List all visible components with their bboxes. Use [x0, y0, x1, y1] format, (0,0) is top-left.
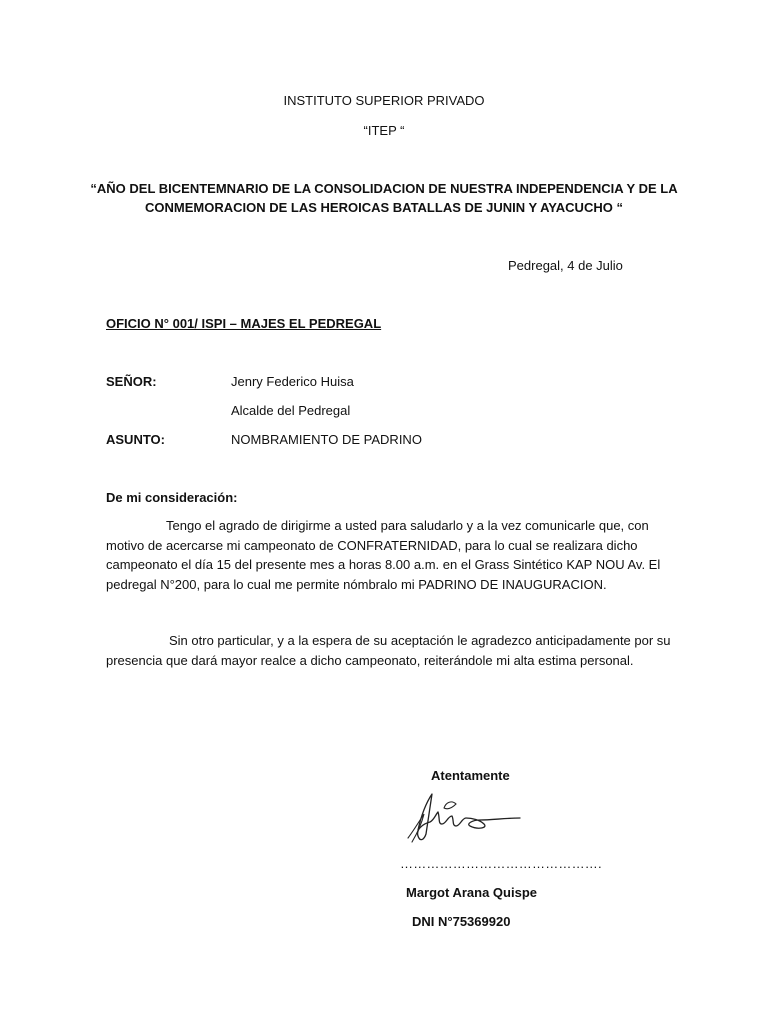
institution-acronym: “ITEP “ [363, 123, 405, 138]
recipient-position: Alcalde del Pedregal [231, 403, 351, 418]
year-motto-line-2: CONMEMORACION DE LAS HEROICAS BATALLAS DE JUNIN Y AYACUCHO “ [145, 200, 623, 215]
body-paragraph-2 [106, 631, 671, 670]
recipient-name: Jenry Federico Huisa [231, 374, 354, 389]
subject-value: NOMBRAMIENTO DE PADRINO [231, 432, 422, 447]
subject-label: ASUNTO: [106, 432, 165, 447]
signer-id: DNI N°75369920 [412, 914, 511, 929]
year-motto-line-1: “AÑO DEL BICENTEMNARIO DE LA CONSOLIDACION DE NUESTRA INDEPENDENCIA Y DE LA [90, 181, 678, 196]
signature-line: ………………………………………. [400, 856, 602, 871]
body-paragraph-1-line: motivo de acercarse mi campeonato de CONFRATERNIDAD, para lo cual se realizara dicho [106, 537, 638, 553]
body-paragraph-2-line: presencia que dará mayor realce a dicho campeonato, reiterándole mi alta estima personal. [106, 652, 634, 668]
body-paragraph-1-line: Tengo el agrado de dirigirme a usted para saludarlo y a la vez comunicarle que, con [166, 518, 649, 533]
body-paragraph-1-line: pedregal N°200, para lo cual me permite nómbralo mi PADRINO DE INAUGURACION. [106, 576, 607, 592]
body-paragraph-2-line: Sin otro particular, y a la espera de su aceptación le agradezco anticipadamente por su [169, 633, 671, 648]
place-date: Pedregal, 4 de Julio [508, 258, 623, 273]
body-paragraph-1-line: campeonato el día 15 del presente mes a horas 8.00 a.m. en el Grass Sintético KAP NOU Av. El [106, 557, 661, 572]
handwritten-signature [400, 790, 540, 850]
signer-name: Margot Arana Quispe [406, 885, 537, 900]
body-paragraph-1 [106, 516, 661, 594]
recipient-label: SEÑOR: [106, 374, 157, 389]
institution-name: INSTITUTO SUPERIOR PRIVADO [283, 93, 485, 108]
document-reference: OFICIO N° 001/ ISPI – MAJES EL PEDREGAL [106, 316, 382, 331]
closing-salutation: Atentamente [431, 768, 510, 783]
greeting: De mi consideración: [106, 490, 238, 505]
